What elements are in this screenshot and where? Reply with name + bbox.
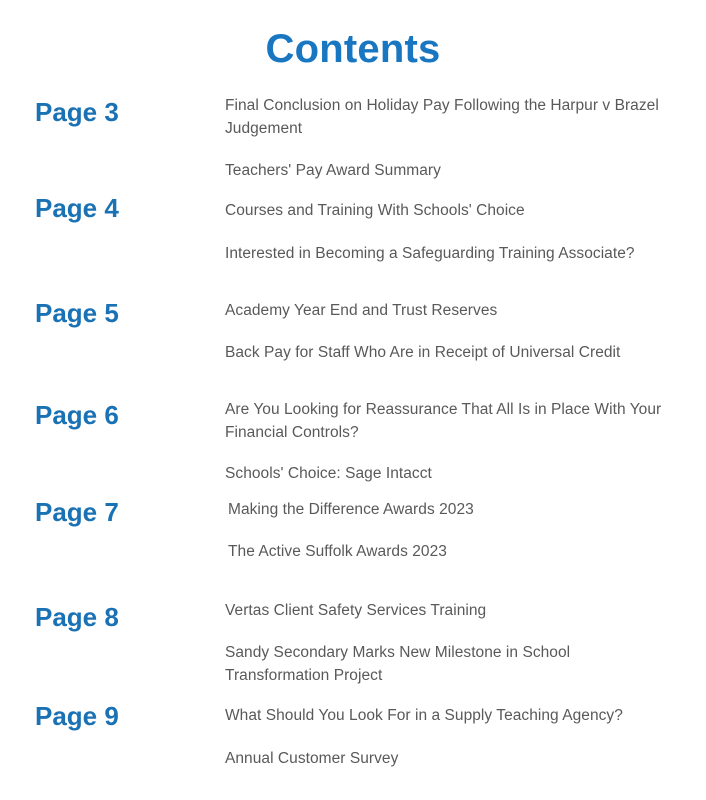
page-number-label: Page 6 [35, 400, 119, 430]
toc-entry-link[interactable]: Annual Customer Survey [225, 750, 399, 767]
toc-entry-link[interactable]: Are You Looking for Reassurance That All Is in Place With Your Financial Controls? [225, 401, 662, 441]
toc-entry-link[interactable]: Sandy Secondary Marks New Milestone in School Transformation Project [225, 644, 571, 684]
page-number-label: Page 3 [35, 97, 119, 127]
toc-entry-link[interactable]: Vertas Client Safety Services Training [225, 602, 487, 619]
toc-entry-link[interactable]: Final Conclusion on Holiday Pay Following the Harpur v Brazel Judgement [225, 97, 659, 137]
toc-entry-link[interactable]: The Active Suffolk Awards 2023 [228, 543, 447, 560]
toc-entry-link[interactable]: Courses and Training With Schools' Choice [225, 202, 525, 219]
page-number-label: Page 4 [35, 193, 119, 223]
toc-entry-link[interactable]: Academy Year End and Trust Reserves [225, 302, 498, 319]
toc-entry-link[interactable]: Back Pay for Staff Who Are in Receipt of Universal Credit [225, 344, 621, 361]
toc-entry-link[interactable]: Teachers' Pay Award Summary [225, 162, 441, 179]
toc-entry-link[interactable]: Interested in Becoming a Safeguarding Training Associate? [225, 245, 635, 262]
toc-entry-link[interactable]: Schools' Choice: Sage Intacct [225, 465, 432, 482]
page-number-label: Page 9 [35, 701, 119, 731]
toc-entry-link[interactable]: Making the Difference Awards 2023 [228, 501, 474, 518]
page-number-label: Page 8 [35, 602, 119, 632]
page-number-label: Page 7 [35, 497, 119, 527]
page-number-label: Page 5 [35, 298, 119, 328]
toc-entry-link[interactable]: What Should You Look For in a Supply Teaching Agency? [225, 707, 623, 724]
page-title: Contents [265, 27, 441, 71]
